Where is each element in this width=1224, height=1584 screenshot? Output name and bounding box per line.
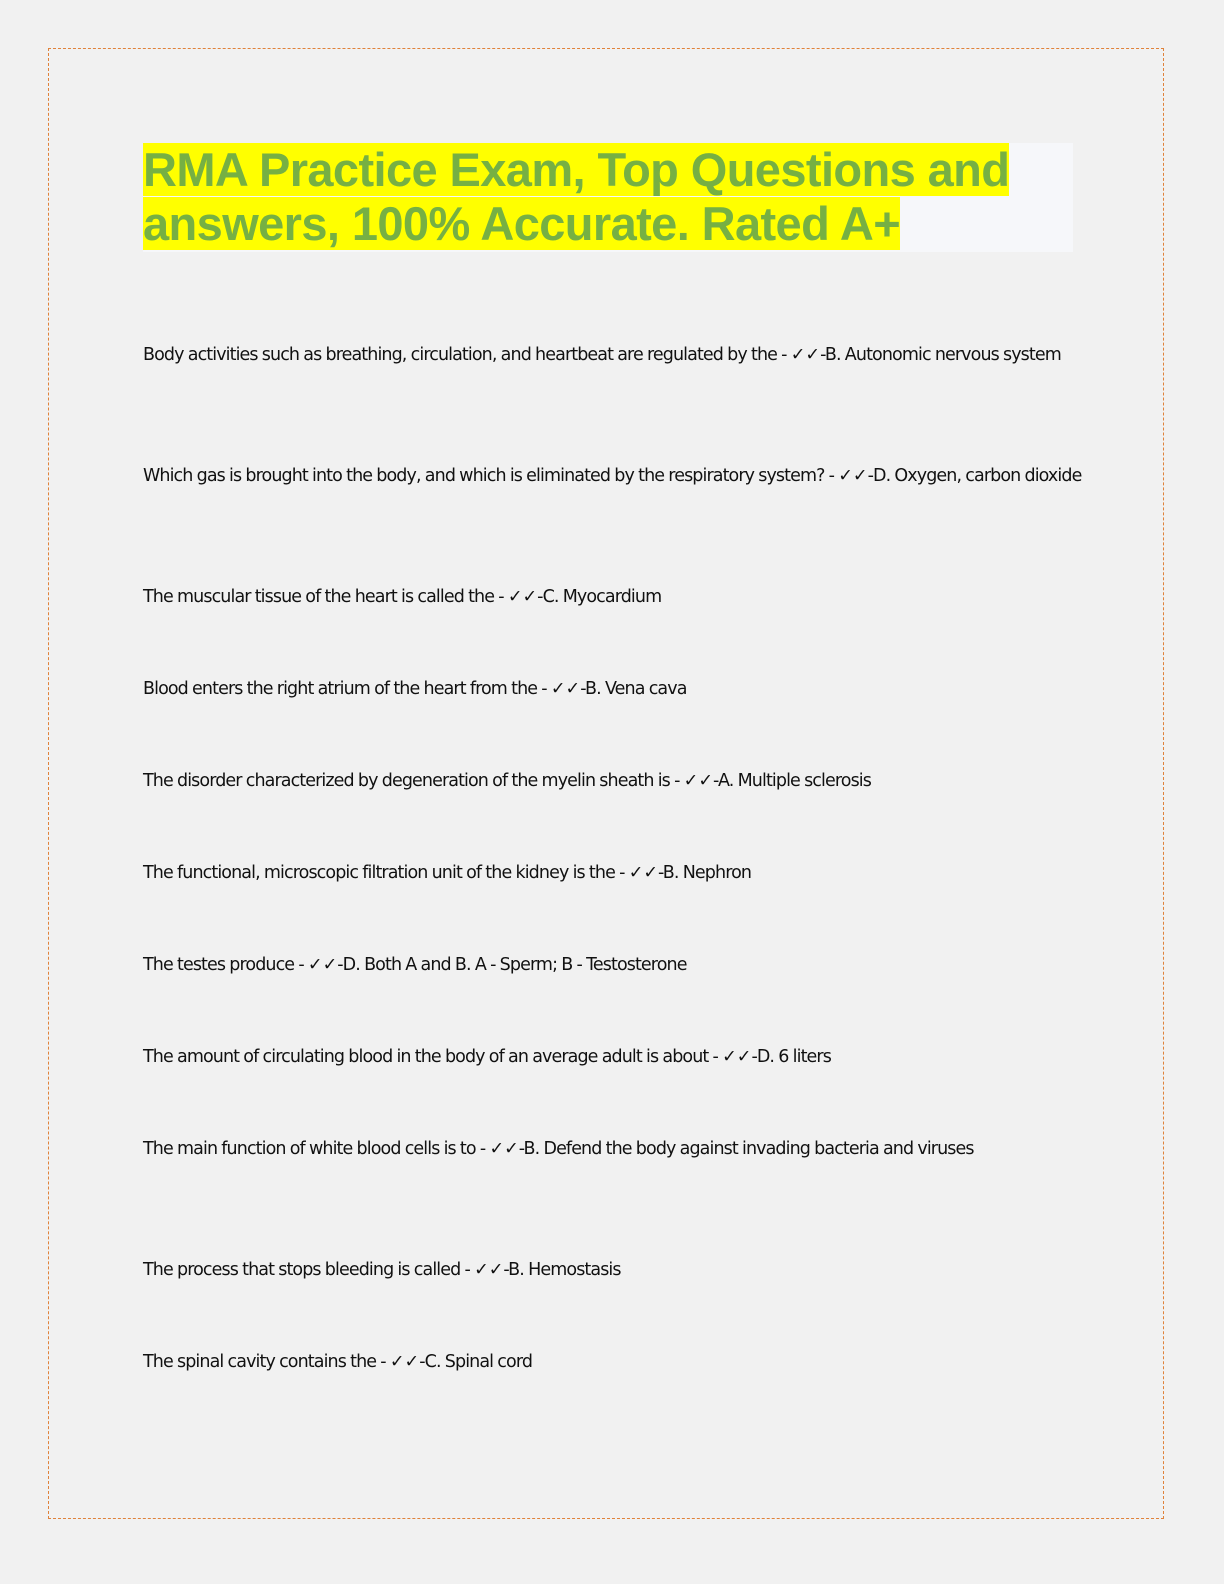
answer-text: -C. Spinal cord [419,1352,533,1372]
qa-item [143,583,1083,612]
check-icon: ✓✓ [489,1139,519,1159]
question-text: Which gas is brought into the body, and which is eliminated by the respiratory system? - [143,466,839,486]
check-icon: ✓✓ [507,587,538,607]
document-title [143,143,1073,251]
qa-item [143,1043,1083,1072]
answer-text: -D. Both A and B. A - Sperm; B - Testosterone [337,955,687,975]
qa-item [143,1256,1083,1285]
check-icon: ✓✓ [389,1352,420,1372]
check-icon: ✓✓ [550,679,581,699]
answer-text: -A. Multiple sclerosis [712,771,871,791]
qa-item [143,341,1083,370]
qa-item [143,1135,1083,1164]
answer-text: -B. Nephron [658,863,752,883]
question-text: Body activities such as breathing, circulation, and heartbeat are regulated by the - [143,345,791,365]
question-text: The testes produce - [143,955,308,975]
question-text: Blood enters the right atrium of the heart from the - [143,679,551,699]
question-text: The process that stops bleeding is called - [143,1260,475,1280]
check-icon: ✓✓ [790,345,821,365]
check-icon: ✓✓ [307,955,338,975]
check-icon: ✓✓ [722,1047,752,1067]
qa-item [143,462,1083,491]
answer-text: -B. Hemostasis [503,1260,621,1280]
answer-text: -D. 6 liters [751,1047,831,1067]
check-icon: ✓✓ [474,1260,504,1280]
qa-item [143,1348,1083,1377]
answer-text: -B. Defend the body against invading bacteria and viruses [518,1139,974,1159]
question-text: The disorder characterized by degeneration of the myelin sheath is - [143,771,684,791]
qa-item [143,951,1083,980]
check-icon: ✓✓ [838,466,868,486]
question-text: The main function of white blood cells is to - [143,1139,490,1159]
title-highlight: RMA Practice Exam, Top Questions and answers, 100% Accurate. Rated A+ [143,143,1010,250]
check-icon: ✓✓ [628,863,659,883]
question-text: The functional, microscopic filtration unit of the kidney is the - [143,863,629,883]
answer-text: -D. Oxygen, carbon dioxide [867,466,1082,486]
check-icon: ✓✓ [683,771,713,791]
answer-text: -C. Myocardium [537,587,662,607]
question-text: The amount of circulating blood in the body of an average adult is about - [143,1047,723,1067]
question-text: The muscular tissue of the heart is called the - [143,587,508,607]
qa-item [143,767,1083,796]
qa-item [143,859,1083,888]
answer-text: -B. Autonomic nervous system [820,345,1061,365]
qa-item [143,675,1083,704]
question-text: The spinal cavity contains the - [143,1352,390,1372]
answer-text: -B. Vena cava [580,679,687,699]
title-block [143,143,1073,252]
